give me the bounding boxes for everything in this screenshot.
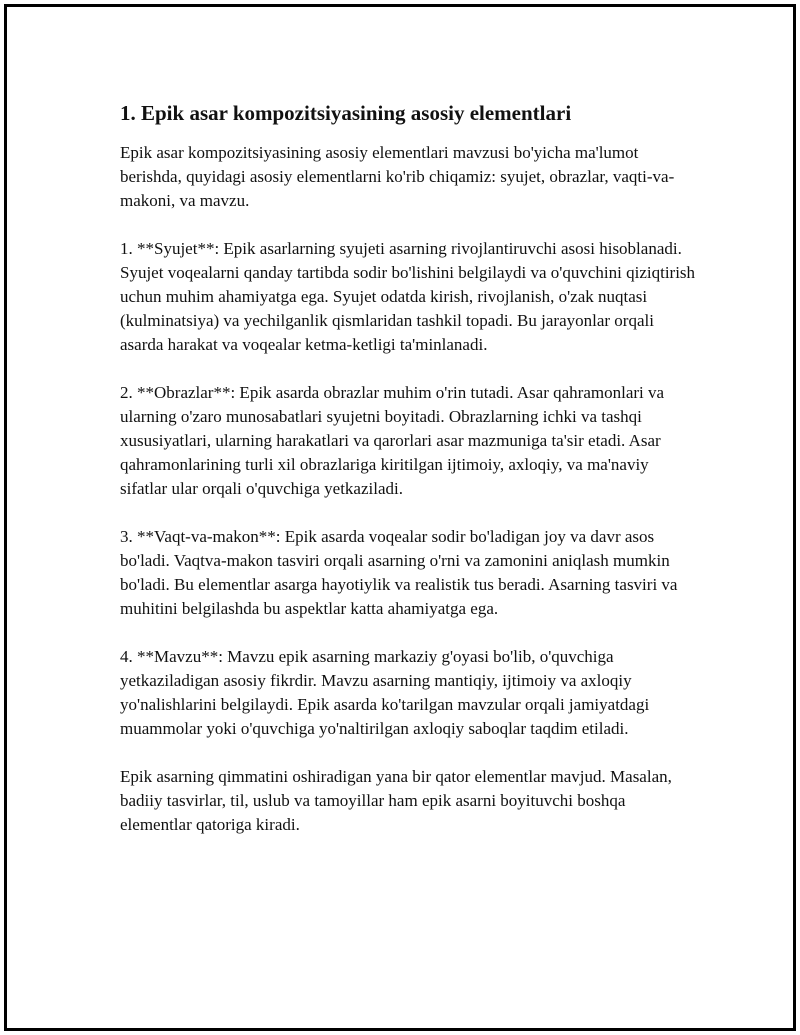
document-body xyxy=(120,99,700,861)
mavzu-paragraph: 4. **Mavzu**: Mavzu epik asarning markaziy g'oyasi bo'lib, o'quvchiga yetkaziladigan asosiy fikrdir. Mavzu asarning mantiqiy, ijtimoiy va axloqiy yo'nalishlarini belgilaydi. Epik asarda ko'tarilgan mavzular orqali jamiyatdagi muammolar yoki o'quvchiga yo'naltirilgan axloqiy saboqlar taqdim etiladi. xyxy=(120,647,650,738)
conclusion-paragraph: Epik asarning qimmatini oshiradigan yana bir qator elementlar mavjud. Masalan, badiiy tasvirlar, til, uslub va tamoyillar ham epik asarni boyituvchi boshqa elementlar qatoriga kiradi. xyxy=(120,767,672,834)
page-frame xyxy=(4,4,796,1031)
intro-paragraph: Epik asar kompozitsiyasining asosiy elementlari mavzusi bo'yicha ma'lumot berishda, quyidagi asosiy elementlarni ko'rib chiqamiz: syujet, obrazlar, vaqti-va-makoni, va mavzu. xyxy=(120,143,675,210)
syujet-paragraph: 1. **Syujet**: Epik asarlarning syujeti asarning rivojlantiruvchi asosi hisoblanadi. Syujet voqealarni qanday tartibda sodir bo'lishini belgilaydi va o'quvchini qiziqtirish uchun muhim ahamiyatga ega. Syujet odatda kirish, rivojlanish, o'zak nuqtasi (kulminatsiya) va yechilganlik qismlaridan tashkil topadi. Bu jarayonlar orqali asarda harakat va voqealar ketma-ketligi ta'minlanadi. xyxy=(120,239,696,354)
document-title: 1. Epik asar kompozitsiyasining asosiy elementlari xyxy=(120,101,572,125)
vaqt-va-makon-paragraph: 3. **Vaqt-va-makon**: Epik asarda voqealar sodir bo'ladigan joy va davr asos bo'ladi. Vaqtva-makon tasviri orqali asarning o'rni va zamonini aniqlash mumkin bo'ladi. Bu elementlar asarga hayotiylik va realistik tus beradi. Asarning tasviri va muhitini belgilashda bu aspektlar katta ahamiyatga ega. xyxy=(120,527,678,618)
obrazlar-paragraph: 2. **Obrazlar**: Epik asarda obrazlar muhim o'rin tutadi. Asar qahramonlari va ularning o'zaro munosabatlari syujetni boyitadi. Obrazlarning ichki va tashqi xususiyatlari, ularning harakatlari va qarorlari asar mazmuniga ta'sir etadi. Asar qahramonlarining turli xil obrazlariga kiritilgan ijtimoiy, axloqiy, va ma'naviy sifatlar ular orqali o'quvchiga yetkaziladi. xyxy=(120,383,665,498)
